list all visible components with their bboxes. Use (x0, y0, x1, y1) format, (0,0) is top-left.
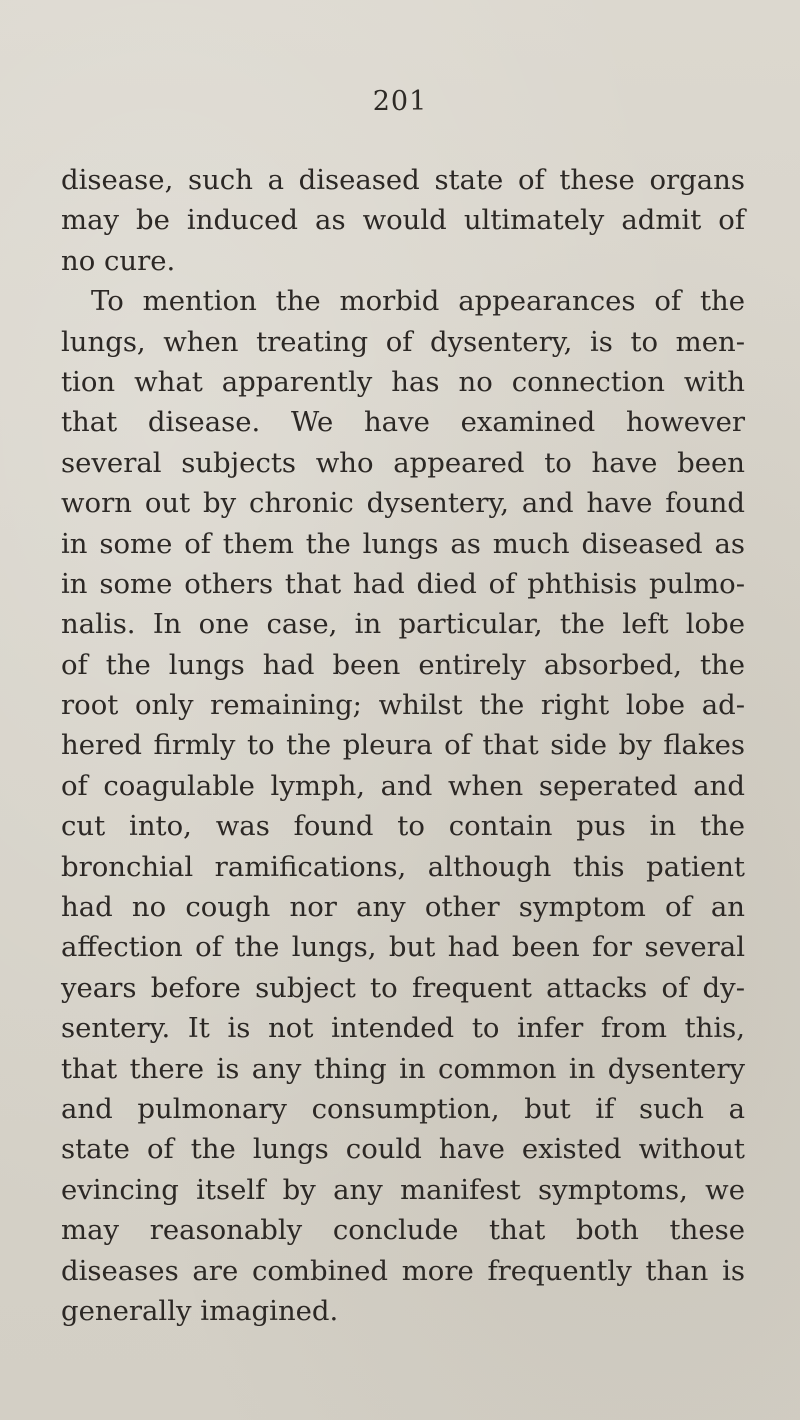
text-line: hered firmly to the pleura of that side by flakes (61, 729, 745, 762)
text-line: in some of them the lungs as much diseased as (61, 527, 745, 560)
text-line: had no cough nor any other symptom of an (61, 891, 745, 924)
text-line: generally imagined. (61, 1294, 339, 1327)
text-line: several subjects who appeared to have been (61, 446, 745, 479)
text-line: may reasonably conclude that both these (61, 1214, 745, 1247)
text-line: may be induced as would ultimately admit of (61, 204, 745, 237)
text-line: no cure. (61, 244, 176, 277)
text-line: root only remaining; whilst the right lobe ad- (61, 689, 745, 722)
text-line: sentery. It is not intended to infer from this, (61, 1012, 745, 1045)
text-line: affection of the lungs, but had been for several (61, 931, 745, 964)
text-line: evincing itself by any manifest symptoms, we (61, 1173, 745, 1206)
text-line: tion what apparently has no connection with (61, 365, 745, 398)
text-line: lungs, when treating of dysentery, is to men- (61, 325, 745, 358)
text-line: in some others that had died of phthisis pulmo- (61, 567, 745, 600)
text-line: diseases are combined more frequently than is (61, 1254, 745, 1287)
text-line: state of the lungs could have existed without (61, 1133, 745, 1166)
text-line: To mention the morbid appearances of the (91, 285, 745, 318)
text-line: nalis. In one case, in particular, the left lobe (61, 608, 745, 641)
text-line: and pulmonary consumption, but if such a (61, 1092, 745, 1125)
text-line: years before subject to frequent attacks of dy- (61, 971, 745, 1004)
text-line: that there is any thing in common in dysentery (61, 1052, 745, 1085)
body-text (61, 160, 745, 1331)
text-line: worn out by chronic dysentery, and have found (61, 487, 745, 520)
text-line: disease, such a diseased state of these organs (61, 164, 745, 196)
text-line: of coagulable lymph, and when seperated and (61, 769, 745, 802)
text-line: that disease. We have examined however (61, 406, 745, 439)
text-line: cut into, was found to contain pus in the (61, 810, 745, 843)
text-line: of the lungs had been entirely absorbed, the (61, 648, 745, 681)
page-number: 201 (372, 86, 428, 117)
text-line: bronchial ramifications, although this patient (61, 850, 745, 883)
